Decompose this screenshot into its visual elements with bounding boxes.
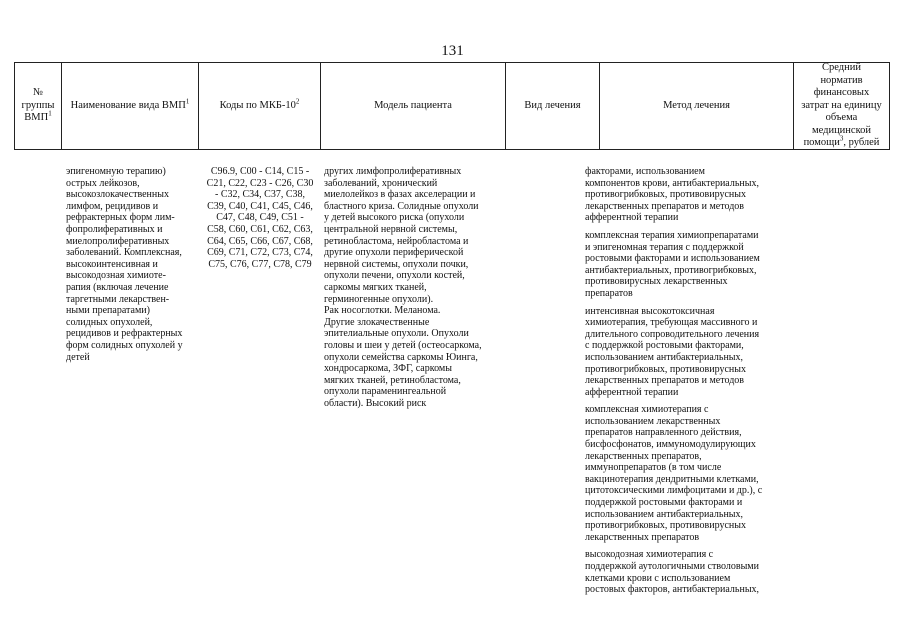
- text-line: солидных опухолей,: [66, 316, 153, 328]
- text-line: клетками крови с использованием: [585, 572, 731, 584]
- text-line: лекарственных препаратов: [585, 531, 700, 543]
- text-line: - C32, C34, C37, C38,: [214, 189, 305, 201]
- text-line: антибактериальных, противогрибковых,: [585, 264, 757, 276]
- text-line: афферентной терапии: [585, 212, 679, 224]
- header-treatment-method: Метод лечения: [599, 63, 793, 149]
- page-number: 131: [441, 43, 464, 59]
- text-line: бисфосфонатов, иммуномодулирующих: [585, 439, 756, 451]
- treatment-method-paragraph: [585, 166, 773, 224]
- text-line: хондросаркома, ЗФГ, саркомы: [324, 363, 452, 375]
- treatment-method-paragraph: [585, 404, 773, 543]
- text-line: форм солидных опухолей у: [66, 339, 183, 351]
- text-line: иммунопрепаратов (в том числе: [585, 462, 722, 474]
- text-line: у детей высокого риска (опухоли: [324, 212, 465, 224]
- text-line: химиотерапия, требующая массивного и: [585, 317, 758, 329]
- text-line: комплексная химиотерапия с: [585, 404, 709, 416]
- text-line: использованием антибактериальных,: [585, 351, 744, 363]
- text-line: препаратов направленного действия,: [585, 427, 742, 439]
- text-line: рапия (включая лечение: [66, 281, 169, 293]
- header-icd-codes: Коды по МКБ-$10^2$: [198, 63, 320, 149]
- text-line: лекарственных препаратов и методов: [585, 375, 745, 387]
- header-group-number: № группы ВМП$^1$: [14, 63, 61, 149]
- text-line: высокозлокачественных: [66, 189, 169, 201]
- text-line: головы и шеи у детей (остеосаркома,: [324, 339, 482, 351]
- text-line: эпителиальные опухоли. Опухоли: [324, 328, 469, 340]
- text-line: противогрибковых, противовирусных: [585, 189, 746, 201]
- treatment-method-paragraph: [585, 549, 773, 595]
- text-line: рефрактерных форм лим-: [66, 212, 175, 224]
- treatment-method-column: [585, 166, 773, 602]
- header-treatment-type: Вид лечения: [505, 63, 599, 149]
- text-line: Рак носоглотки. Меланома.: [324, 305, 441, 317]
- text-line: поддержкой аутологичными стволовыми: [585, 561, 759, 572]
- text-line: острых лейкозов,: [66, 177, 140, 189]
- text-line: противогрибковых, противовирусных: [585, 363, 746, 375]
- text-line: миелолейкоз в фазах акселерации и: [324, 189, 476, 201]
- text-line: длительного сопроводительного лечения: [585, 328, 760, 340]
- text-line: высокодозная химиоте-: [66, 270, 166, 282]
- text-line: нервной системы, опухоли почки,: [324, 258, 469, 270]
- text-line: опухоли параменингеальной: [324, 386, 447, 398]
- text-line: факторами, использованием: [585, 166, 705, 177]
- text-line: цитотоксическими лимфоцитами и др.), с: [585, 485, 763, 497]
- text-line: герминогенные опухоли).: [324, 293, 434, 305]
- patient-model-column: [324, 166, 494, 409]
- text-line: области). Высокий риск: [324, 397, 427, 409]
- text-line: центральной нервной системы,: [324, 223, 458, 235]
- icd-codes-column: [199, 166, 321, 270]
- text-line: опухоли печени, опухоли костей,: [324, 270, 465, 282]
- text-line: C39, C40, C41, C45, C46,: [207, 200, 313, 212]
- text-line: заболеваний. Комплексная,: [66, 247, 182, 259]
- text-line: ретинобластома, нейробластома и: [324, 235, 469, 247]
- text-line: лекарственных препаратов,: [585, 450, 702, 462]
- text-line: интенсивная высокотоксичная: [585, 305, 715, 317]
- text-line: детей: [66, 351, 90, 363]
- text-line: эпигеномную терапию): [66, 166, 166, 177]
- text-line: высокоинтенсивная и: [66, 258, 158, 270]
- text-line: комплексная терапия химиопрепаратами: [585, 229, 759, 241]
- text-line: опухоли семейства саркомы Юинга,: [324, 351, 478, 363]
- text-line: C69, C71, C72, C73, C74,: [207, 247, 313, 259]
- header-cost-standard: Средний норматив финансовых затрат на единицу объема медицинской помощи$^3$, рублей: [793, 63, 890, 149]
- text-line: таргетными лекарствен-: [66, 293, 170, 305]
- text-line: противогрибковых, противовирусных: [585, 520, 746, 532]
- text-line: бластного криза. Солидные опухоли: [324, 200, 479, 212]
- text-line: C64, C65, C66, C67, C68,: [207, 235, 313, 247]
- text-line: Другие злокачественные: [324, 316, 430, 328]
- text-line: высокодозная химиотерапия с: [585, 549, 714, 561]
- text-line: и эпигеномная терапия с поддержкой: [585, 241, 744, 253]
- text-line: ростовыми факторами и использованием: [585, 253, 760, 265]
- text-line: других лимфопролиферативных: [324, 166, 462, 177]
- text-line: ростовых факторов, антибактериальных,: [585, 584, 760, 596]
- text-line: саркомы мягких тканей,: [324, 281, 427, 293]
- text-line: противовирусных лекарственных: [585, 276, 728, 288]
- text-line: C47, C48, C49, C51 -: [216, 212, 304, 224]
- text-line: мягких тканей, ретинобластома,: [324, 374, 461, 386]
- text-line: рецидивов и рефрактерных: [66, 328, 183, 340]
- header-patient-model: Модель пациента: [320, 63, 505, 149]
- text-line: вакцинотерапия дендритными клетками,: [585, 473, 759, 485]
- text-line: C96.9, C00 - C14, C15 -: [210, 166, 310, 177]
- text-line: лимфом, рецидивов и: [66, 200, 159, 212]
- text-line: использованием антибактериальных,: [585, 508, 744, 520]
- text-line: ными препаратами): [66, 305, 150, 317]
- text-line: препаратов: [585, 287, 633, 299]
- text-line: заболеваний, хронический: [324, 177, 438, 189]
- text-line: использованием лекарственных: [585, 415, 721, 427]
- text-line: миелопролиферативных: [66, 235, 170, 247]
- text-line: поддержкой ростовыми факторами и: [585, 497, 743, 509]
- text-line: с поддержкой ростовыми факторами,: [585, 340, 744, 352]
- text-line: фопролиферативных и: [66, 223, 163, 235]
- text-line: компонентов крови, антибактериальных,: [585, 177, 759, 189]
- text-line: C58, C60, C61, C62, C63,: [207, 223, 313, 235]
- vmp-name-column: [66, 166, 198, 363]
- treatment-method-paragraph: [585, 230, 773, 300]
- text-line: лекарственных препаратов и методов: [585, 200, 745, 212]
- table-header: [14, 62, 890, 150]
- text-line: C75, C76, C77, C78, C79: [208, 258, 312, 270]
- text-line: другие опухоли периферической: [324, 247, 464, 259]
- treatment-method-paragraph: [585, 306, 773, 399]
- text-line: C21, C22, C23 - C26, C30: [206, 177, 314, 189]
- text-line: афферентной терапии: [585, 386, 679, 398]
- header-vmp-name: Наименование вида ВМП$^1$: [61, 63, 198, 149]
